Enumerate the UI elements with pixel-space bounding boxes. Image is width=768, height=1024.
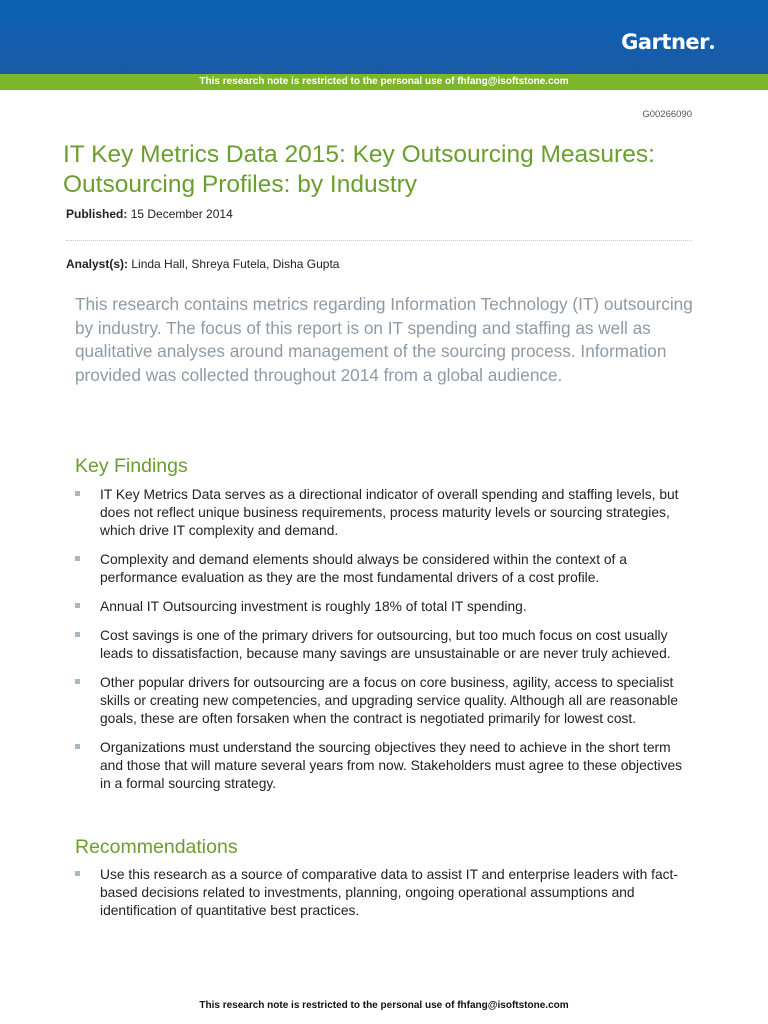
- list-item-text: Complexity and demand elements should always be considered within the context of a performance evaluation as they are the most fundamental drivers of a cost profile.: [100, 552, 627, 586]
- bullet-square-icon: [75, 744, 80, 749]
- logo-dot-icon: [710, 45, 714, 49]
- analysts-names: Linda Hall, Shreya Futela, Disha Gupta: [131, 257, 340, 271]
- list-item-text: Cost savings is one of the primary drivers for outsourcing, but too much focus on cost usually leads to dissatisfaction, because many savings are unsustainable or are never truly achieved.: [100, 627, 671, 661]
- list-item: [75, 739, 693, 794]
- bullet-square-icon: [75, 871, 80, 876]
- list-item-text: Use this research as a source of comparative data to assist IT and enterprise leaders with fact-based decisions related to investments, planning, ongoing operational assumptions and identification of quantitative best practices.: [100, 867, 678, 919]
- list-item: [75, 866, 693, 921]
- published-date: 15 December 2014: [130, 207, 233, 221]
- list-item: [75, 598, 693, 616]
- bullet-square-icon: [75, 491, 80, 496]
- bullet-square-icon: [75, 556, 80, 561]
- analysts-line: [66, 257, 339, 271]
- document-id: G00266090: [642, 109, 692, 120]
- bullet-square-icon: [75, 679, 80, 684]
- gartner-logo: Gartner: [621, 30, 714, 54]
- analysts-label: Analyst(s):: [66, 257, 129, 271]
- document-title: IT Key Metrics Data 2015: Key Outsourcing Measures: Outsourcing Profiles: by Industry: [63, 141, 655, 198]
- list-item: [75, 486, 693, 541]
- dotted-divider: [66, 240, 692, 241]
- summary-paragraph: This research contains metrics regarding Information Technology (IT) outsourcing by industry. The focus of this report is on IT spending and staffing as well as qualitative analyses around management of the sourcing process. Information provided was collected throughout 2014 from a global audience.: [75, 294, 693, 385]
- list-item: [75, 627, 693, 663]
- published-label: Published:: [66, 207, 128, 221]
- list-item: [75, 551, 693, 587]
- recommendations-list: [75, 866, 693, 921]
- list-item-text: Annual IT Outsourcing investment is roughly 18% of total IT spending.: [100, 599, 527, 615]
- published-line: [66, 207, 233, 221]
- bullet-square-icon: [75, 603, 80, 608]
- list-item-text: Other popular drivers for outsourcing are a focus on core business, agility, access to specialist skills or creating new competencies, and upgrading service quality. Although all are reasonable goals, these are often forsaken when the contract is negotiated primarily for lowest cost.: [100, 674, 679, 727]
- list-item: [75, 674, 693, 729]
- list-item-text: Organizations must understand the sourcing objectives they need to achieve in the short term and those that will mature several years from now. Stakeholders must agree to these objectives in a formal sourcing strategy.: [100, 739, 683, 792]
- recommendations-heading: Recommendations: [75, 836, 238, 858]
- key-findings-list: [75, 486, 693, 793]
- footer-restriction-note: This research note is restricted to the personal use of fhfang@isoftstone.com: [199, 1000, 569, 1011]
- header-band: [0, 0, 768, 74]
- restriction-banner: This research note is restricted to the personal use of fhfang@isoftstone.com: [0, 74, 768, 90]
- bullet-square-icon: [75, 632, 80, 637]
- key-findings-heading: Key Findings: [75, 455, 188, 477]
- list-item-text: IT Key Metrics Data serves as a directional indicator of overall spending and staffing levels, but does not reflect unique business requirements, process maturity levels or sourcing strategies, which drive IT complexity and demand.: [100, 487, 679, 539]
